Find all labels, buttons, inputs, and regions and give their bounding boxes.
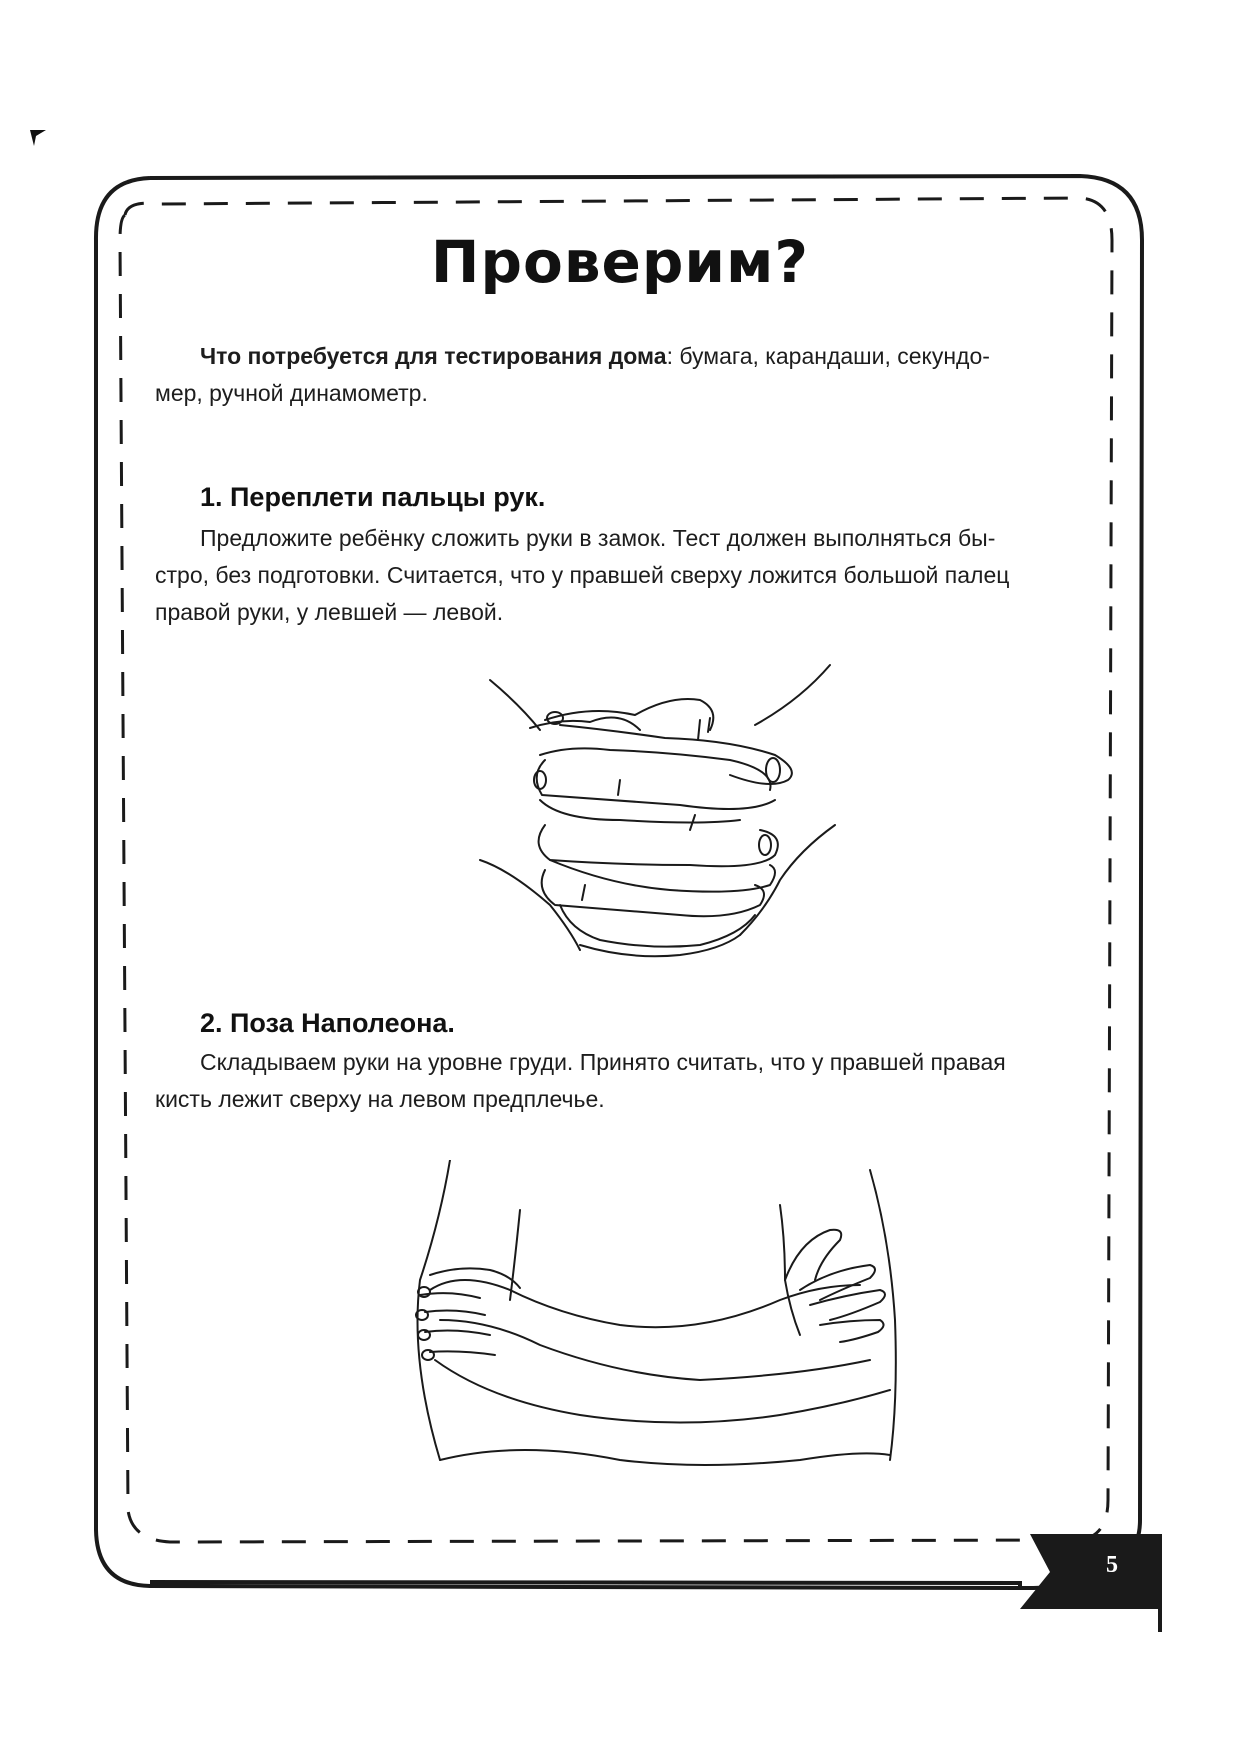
- section1-paragraph: [155, 520, 1085, 631]
- intro-bold: Что потребуется для тестирования дома: [200, 343, 667, 369]
- intro-line-2: мер, ручной динамометр.: [155, 380, 428, 406]
- intro-line-1: [155, 338, 1085, 375]
- section1-line-3: правой руки, у левшей — левой.: [155, 599, 504, 625]
- intro-line-1-rest: : бумага, карандаши, секундо-: [666, 343, 990, 369]
- section2-line-1: Складываем руки на уровне груди. Принято считать, что у правшей правая: [200, 1049, 1006, 1075]
- clasped-hands-illustration: [470, 660, 850, 970]
- page-number-flag: [1010, 1534, 1170, 1634]
- page-title: Проверим?: [430, 228, 810, 296]
- section1-heading: 1. Переплети пальцы рук.: [200, 482, 546, 512]
- section1-line-2: стро, без подготовки. Считается, что у правшей сверху ложится большой палец: [155, 562, 1010, 588]
- crossed-arms-illustration: [400, 1160, 920, 1480]
- page-number: 5: [1106, 1552, 1118, 1578]
- intro-paragraph: [155, 338, 1085, 412]
- section2-heading: 2. Поза Наполеона.: [200, 1008, 455, 1038]
- section1-line-1: Предложите ребёнку сложить руки в замок. Тест должен выполняться бы-: [200, 525, 996, 551]
- section2-line-2: кисть лежит сверху на левом предплечье.: [155, 1086, 605, 1112]
- section2-paragraph: [155, 1044, 1085, 1118]
